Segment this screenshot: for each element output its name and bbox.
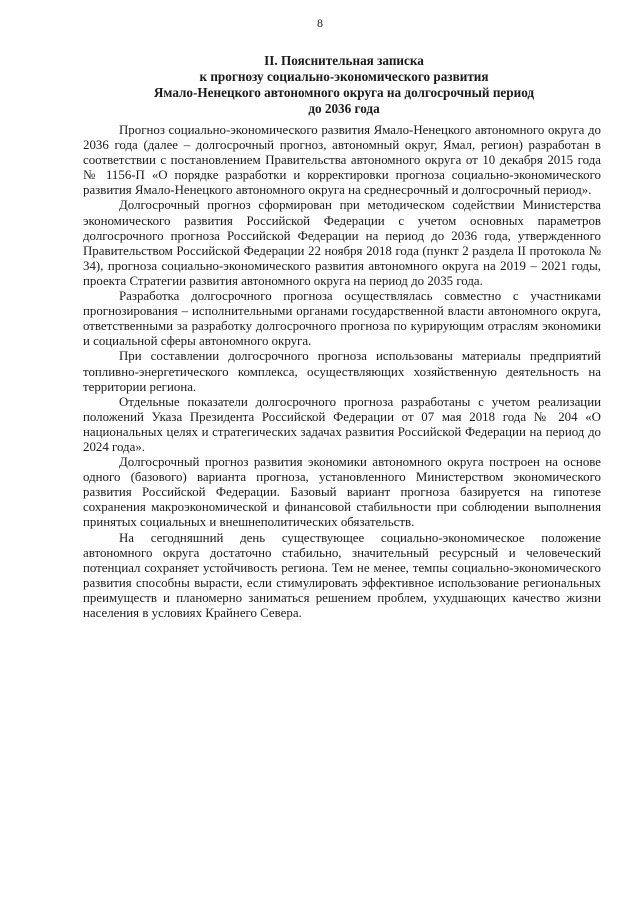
paragraph: Разработка долгосрочного прогноза осуществлялась совместно с участниками прогнозирования – исполнительными органами государственной власти автономного округа, ответственными за разработку долгосрочного прогноза по курирующим отраслям экономики и социальной сферы автономного округа.	[83, 289, 601, 349]
paragraph: Долгосрочный прогноз сформирован при методическом содействии Министерства экономического развития Российской Федерации с учетом основных параметров долгосрочного прогноза Российской Федерации на период до 2036 года, утвержденного Правительством Российской Федерации 22 ноября 2018 года (пункт 2 раздела II протокола № 34), прогноза социально-экономического развития автономного округа на 2019 – 2021 годы, проекта Стратегии развития автономного округа на период до 2035 года.	[83, 198, 601, 288]
section-title	[80, 53, 608, 117]
paragraph: Прогноз социально-экономического развития Ямало-Ненецкого автономного округа до 2036 года (далее – долгосрочный прогноз, автономный округ, Ямал, регион) разработан в соответствии с постановлением Правительства автономного округа от 10 декабря 2015 года № 1156-П «О порядке разработки и корректировки прогноза социально-экономического развития Ямало-Ненецкого автономного округа на среднесрочный и долгосрочный период».	[83, 123, 601, 198]
paragraph: При составлении долгосрочного прогноза использованы материалы предприятий топливно-энергетического комплекса, осуществляющих хозяйственную деятельность на территории региона.	[83, 349, 601, 394]
page-number: 8	[317, 16, 323, 30]
paragraph: Отдельные показатели долгосрочного прогноза разработаны с учетом реализации положений Указа Президента Российской Федерации от 07 мая 2018 года № 204 «О национальных целях и стратегических задачах развития Российской Федерации на период до 2024 года».	[83, 394, 601, 454]
body-text	[83, 123, 601, 621]
title-line-1: II. Пояснительная записка	[264, 53, 424, 68]
title-line-2: к прогнозу социально-экономического развития	[199, 69, 489, 84]
title-line-4: до 2036 года	[308, 101, 380, 116]
paragraph: На сегодняшний день существующее социально-экономическое положение автономного округа достаточно стабильно, значительный ресурсный и человеческий потенциал сохраняет устойчивость региона. Тем не менее, темпы социально-экономического развития способны вырасти, если стимулировать эффективное использование региональных преимуществ и планомерно заниматься решением проблем, ухудшающих качество жизни населения в условиях Крайнего Севера.	[83, 530, 601, 620]
paragraph: Долгосрочный прогноз развития экономики автономного округа построен на основе одного (базового) варианта прогноза, установленного Министерством экономического развития Российской Федерации. Базовый вариант прогноза базируется на гипотезе сохранения макроэкономической и финансовой стабильности при соблюдении выполнения принятых социальных и внешнеполитических обязательств.	[83, 455, 601, 530]
title-line-3: Ямало-Ненецкого автономного округа на долгосрочный период	[153, 85, 535, 100]
